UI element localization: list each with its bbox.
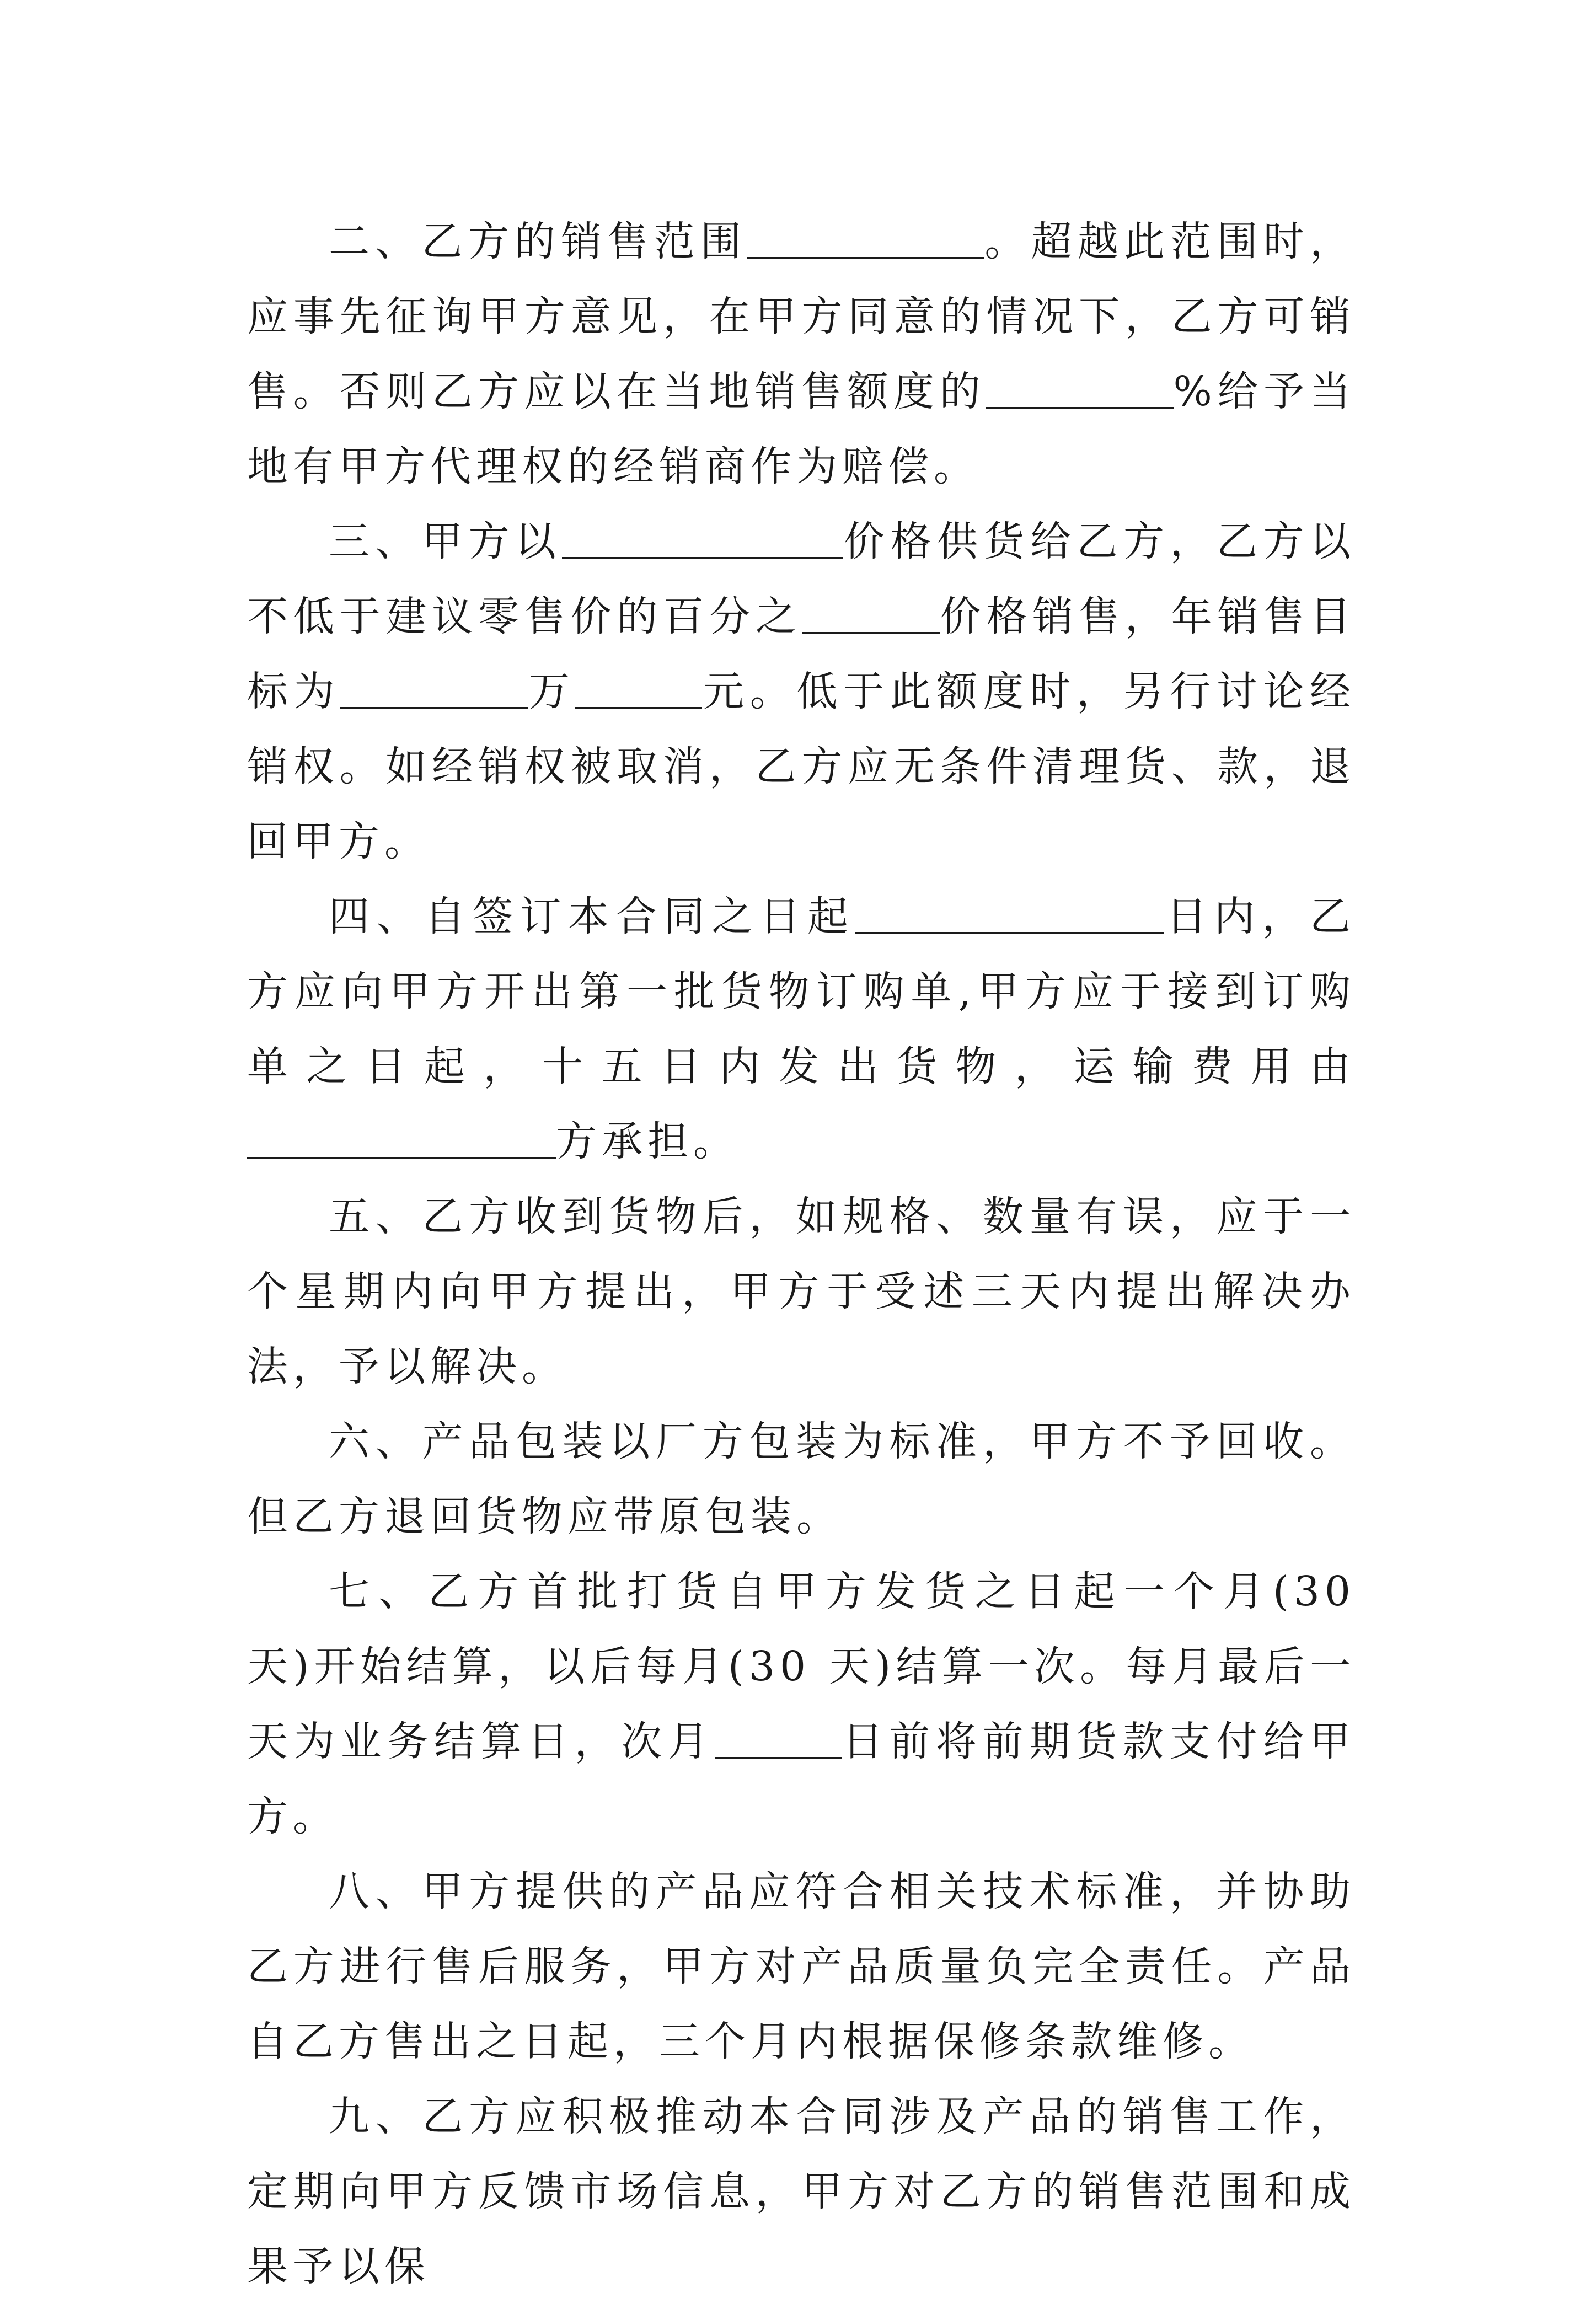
clause-7-text-1: 七、乙方首批打货自甲方发货之日起一个月(30 天)开始结算，以后每月(30 天)结算一次。每月最后一天为业务结算日，次月: [247, 1568, 1356, 1765]
clause-9: 九、乙方应积极推动本合同涉及产品的销售工作，定期向甲方反馈市场信息，甲方对乙方的销售范围和成果予以保: [247, 2093, 1356, 2290]
clause-8: 八、甲方提供的产品应符合相关技术标准，并协助乙方进行售后服务，甲方对产品质量负完全责任。产品自乙方售出之日起，三个月内根据保修条款维修。: [247, 1868, 1356, 2065]
clause-3-text-4: 万: [528, 668, 576, 715]
clause-3-text-2: 价格供货给乙方，乙方以不低于建议零售价的百分之: [247, 518, 1356, 640]
clause-3-text-5: 元。低于此额度时，另行讨论经销权。如经销权被取消，乙方应无条件清理货、款，退回甲方。: [247, 668, 1356, 865]
clause-2: [247, 204, 1356, 504]
contract-body: [247, 204, 1356, 2304]
target-yuan-blank: [575, 670, 702, 709]
clause-3-text-1: 三、甲方以: [329, 518, 562, 565]
clause-2-text-2: 。超越此范围时，应事先征询甲方意见，在甲方同意的情况下，乙方可销售。否则乙方应以在当地销售额度的: [247, 218, 1356, 415]
target-wan-blank: [340, 670, 528, 709]
freight-party-blank: [247, 1120, 556, 1159]
retail-percent-blank: [802, 595, 940, 634]
supply-price-blank: [562, 520, 843, 559]
order-days-blank: [855, 895, 1164, 934]
payment-day-blank: [715, 1720, 842, 1759]
clause-6: 六、产品包装以厂方包装为标准，甲方不予回收。但乙方退回货物应带原包装。: [247, 1418, 1356, 1540]
clause-3-text-3: 价格销售，年销售目标为: [247, 593, 1356, 715]
clause-2-text-1: 二、乙方的销售范围: [329, 218, 747, 265]
clause-4-text-2: 日内，乙方应向甲方开出第一批货物订购单,甲方应于接到订购单之日起，十五日内发出货物，运输费用由: [247, 893, 1356, 1090]
clause-4: [247, 879, 1356, 1179]
clause-4-text-3: 方承担。: [556, 1118, 739, 1165]
clause-5: 五、乙方收到货物后，如规格、数量有误，应于一个星期内向甲方提出，甲方于受述三天内提出解决办法，予以解决。: [247, 1193, 1356, 1390]
clause-7: [247, 1554, 1356, 1854]
clause-7-text-2: 日前将前期货款支付给甲方。: [247, 1718, 1356, 1840]
clause-2-text-3: %给予当地有甲方代理权的经销商作为赔偿。: [247, 368, 1356, 490]
clause-4-text-1: 四、自签订本合同之日起: [329, 893, 855, 940]
clause-3: [247, 504, 1356, 879]
sales-range-blank: [747, 220, 984, 259]
compensation-percent-blank: [986, 370, 1174, 409]
